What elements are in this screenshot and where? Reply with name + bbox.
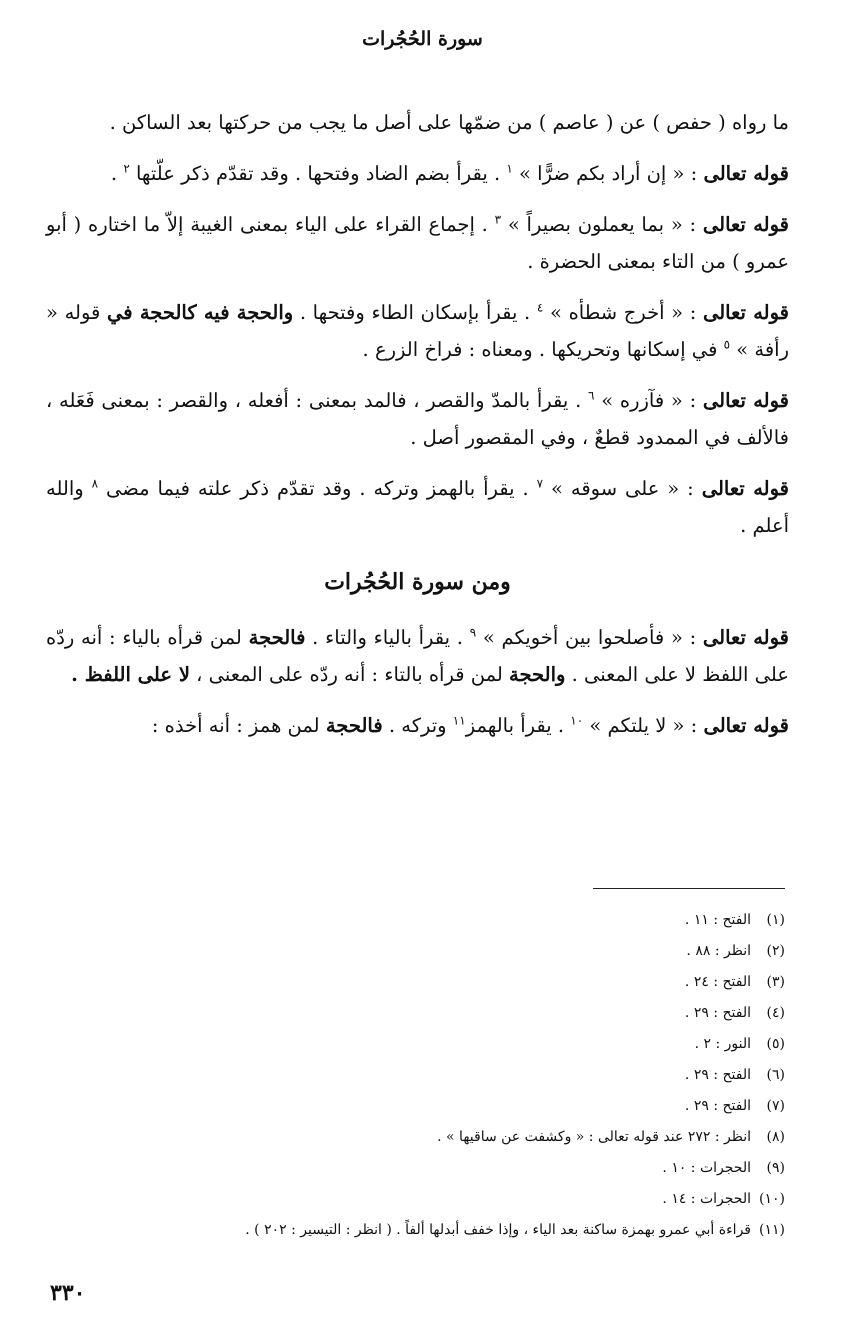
footnote-number: (٨) [766,1129,785,1145]
footnote-ref[interactable]: ٩ [469,625,477,640]
bold-phrase: فالحجة [248,626,306,649]
footnotes [85,905,785,1246]
footnote-text: الفتح : ١١ . [684,912,751,928]
paragraph-text: لمن همز : أنه أخذه : [151,714,326,737]
paragraph-6 [46,470,789,544]
bold-phrase: فالحجة [325,714,383,737]
footnote-item [85,1122,785,1153]
main-text [46,104,789,758]
footnote-ref[interactable]: ١ [506,161,513,176]
footnote-ref[interactable]: ٤ [536,300,544,315]
footnote-number: (٥) [766,1036,785,1052]
footnote-ref[interactable]: ١٠ [570,713,584,728]
bold-phrase: والحجة [509,663,566,686]
verse-quote: : « إن أراد بكم ضرًّا » [512,162,698,185]
footnote-number: (١١) [759,1222,785,1238]
paragraph-text: ما رواه ( حفص ) عن ( عاصم ) من ضمّها على أصل ما يجب من حركتها بعد الساكن . [109,111,789,134]
section-title: ومن سورة الحُجُرات [324,569,511,595]
footnote-item [85,1215,785,1246]
footnote-item [85,1029,785,1060]
paragraph-7 [46,619,789,693]
paragraph-1 [46,104,789,141]
footnote-item [85,936,785,967]
footnote-text: الفتح : ٢٤ . [684,974,751,990]
verse-quote: : « أخرج شطأه » [543,301,697,324]
footnote-number: (٤) [766,1005,785,1021]
verse-label: قوله تعالى [701,477,789,500]
verse-label: قوله تعالى [702,626,789,649]
paragraph-text: في إسكانها وتحريكها . ومعناه : فراخ الزرع . [362,338,724,361]
footnote-text: انظر : ٢٧٢ عند قوله تعالى : « وكشفت عن ساقيها » . [437,1129,751,1145]
paragraph-text: . يقرأ بالياء والتاء . [305,626,470,649]
paragraph-text: . يقرأ بالهمز [465,714,571,737]
paragraph-text: . يقرأ بضم الضاد وفتحها . وقد تقدّم ذكر علّتها [129,162,507,185]
paragraph-text: . إجماع القراء على الياء بمعنى الغيبة إلاّ ما اختاره ( أبو عمرو ) من التاء بمعنى الحضرة . [46,213,789,273]
footnote-number: (٩) [766,1160,785,1176]
footnote-ref[interactable]: ١١ [452,713,466,728]
footnote-text: الحجرات : ١٠ . [662,1160,751,1176]
footnote-number: (٦) [766,1067,785,1083]
footnote-item [85,998,785,1029]
paragraph-text: لمن قرأه بالتاء : أنه ردّه على المعنى ، [189,663,510,686]
verse-label: قوله تعالى [702,301,789,324]
paragraph-text: . [110,162,124,185]
footnote-item [85,1091,785,1122]
footnote-item [85,1153,785,1184]
footnote-text: النور : ٢ . [694,1036,751,1052]
footnote-text: الفتح : ٢٩ . [684,1005,751,1021]
footnote-ref[interactable]: ٥ [723,337,731,352]
footnote-item [85,905,785,936]
footnote-divider [593,888,785,889]
footnote-ref[interactable]: ٨ [91,476,99,491]
paragraph-5 [46,382,789,456]
paragraph-2 [46,155,789,192]
verse-label: قوله تعالى [702,389,789,412]
bold-phrase: لا على اللفظ . [71,663,190,686]
footnote-text: الفتح : ٢٩ . [684,1067,751,1083]
paragraph-3 [46,206,789,280]
footnote-number: (٧) [766,1098,785,1114]
footnote-text: الحجرات : ١٤ . [662,1191,751,1207]
footnote-text: قراءة أبي عمرو بهمزة ساكنة بعد الياء ، وإذا خفف أبدلها ألفاً . ( انظر : التيسير : ٢٠٢ ) . [245,1222,751,1238]
footnote-item [85,967,785,998]
footnote-ref[interactable]: ٧ [536,476,544,491]
verse-label: قوله تعالى [703,162,789,185]
paragraph-text: . يقرأ بالمدّ والقصر ، فالمد بمعنى : أفعله ، والقصر : بمعنى فَعَله ، فالألف في الممدود قطعٌ ، وفي المقصور أصل . [46,389,789,449]
running-header: سورة الحُجُرات [362,28,483,50]
footnote-ref[interactable]: ٢ [123,161,130,176]
paragraph-text: . يقرأ بالهمز وتركه . وقد تقدّم ذكر علته فيما مضى [98,477,537,500]
verse-label: قوله تعالى [702,213,789,236]
verse-label: قوله تعالى [703,714,789,737]
paragraph-text: لمن قرأه بالياء : أنه ردّه على اللفظ لا على المعنى . [46,626,789,686]
paragraph-8 [46,707,789,744]
footnote-number: (١٠) [759,1191,785,1207]
paragraph-4 [46,294,789,368]
paragraph-text: والله أعلم . [46,477,789,537]
footnote-ref[interactable]: ٣ [494,212,502,227]
verse-quote: : « بما يعملون بصيراً » [501,213,697,236]
footnote-item [85,1184,785,1215]
paragraph-text: وتركه . [382,714,453,737]
footnote-item [85,1060,785,1091]
paragraph-text: . يقرأ بإسكان الطاء وفتحها . [293,301,537,324]
footnote-text: انظر : ٨٨ . [686,943,751,959]
bold-phrase: والحجة فيه كالحجة في [107,301,294,324]
footnote-number: (٢) [766,943,785,959]
verse-quote: : « لا يلتكم » [583,714,698,737]
footnote-number: (١) [766,912,785,928]
footnote-text: الفتح : ٢٩ . [684,1098,751,1114]
verse-quote: : « فآزره » [594,389,697,412]
paragraph-text: قوله « رأفة » [46,301,789,361]
footnote-number: (٣) [766,974,785,990]
verse-quote: : « على سوقه » [543,477,694,500]
verse-quote: : « فأصلحوا بين أخويكم » [476,626,697,649]
footnote-ref[interactable]: ٦ [588,388,595,403]
page-number: ٣٣٠ [50,1280,86,1306]
